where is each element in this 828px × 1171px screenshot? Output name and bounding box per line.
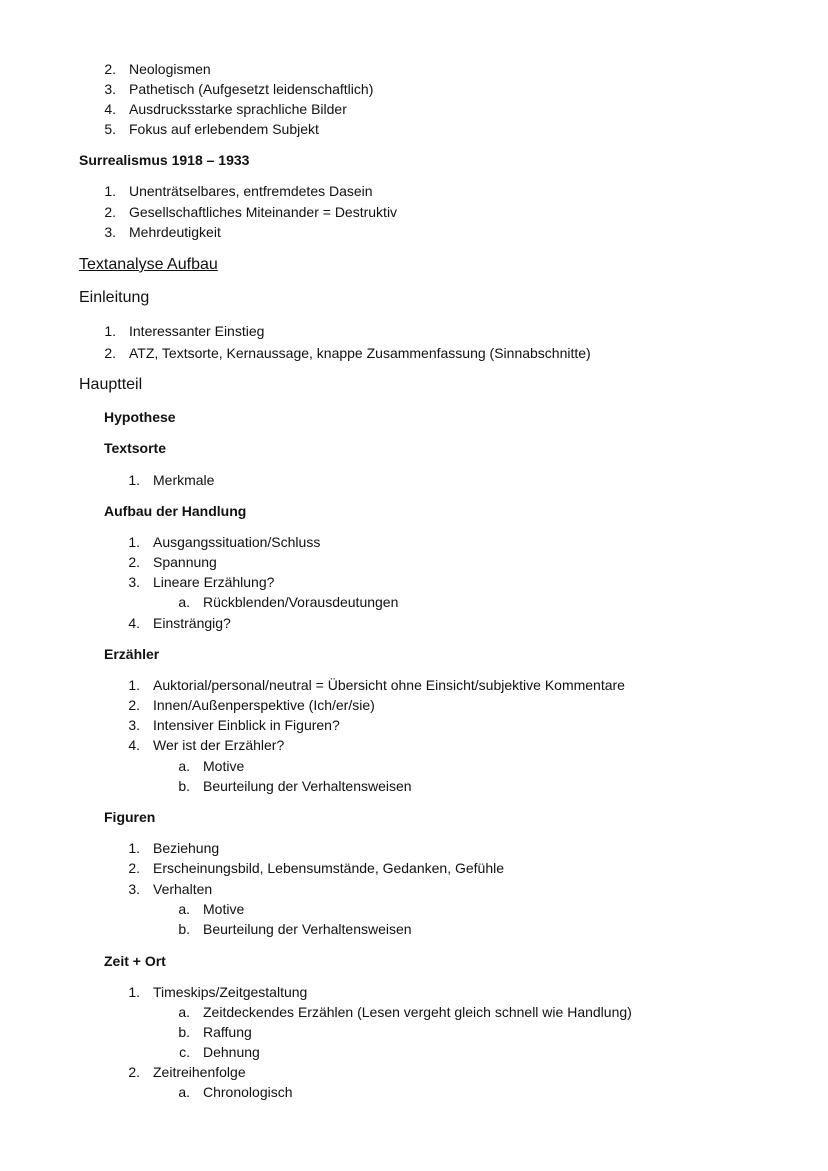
list-text: Beurteilung der Verhaltensweisen [203,921,412,937]
page-title: Textanalyse Aufbau [79,256,218,273]
list-text: Einsträngig? [153,615,231,631]
list-text: Innen/Außenperspektive (Ich/er/sie) [153,697,375,713]
list-text: Merkmale [153,472,215,488]
list-letter: a. [178,594,190,610]
list-text: Pathetisch (Aufgesetzt leidenschaftlich) [129,81,374,97]
list-letter: c. [179,1044,190,1060]
list-text: Ausgangssituation/Schluss [153,534,321,550]
list-text: Unenträtselbares, entfremdetes Dasein [129,183,373,199]
list-text: Beurteilung der Verhaltensweisen [203,778,412,794]
list-text: Dehnung [203,1044,260,1060]
list-number: 4. [128,615,140,631]
list-number: 3. [104,81,116,97]
section-heading-hauptteil: Hauptteil [79,376,143,393]
list-letter: a. [178,1004,190,1020]
section-heading-surrealismus: Surrealismus 1918 – 1933 [79,152,250,168]
list-number: 3. [128,574,140,590]
list-text: Auktorial/personal/neutral = Übersicht ohne Einsicht/subjektive Kommentare [153,677,625,693]
list-text: Neologismen [129,61,211,77]
list-number: 2. [128,1064,140,1080]
subheading-figuren: Figuren [104,809,156,825]
list-text: Interessanter Einstieg [129,323,265,339]
list-number: 2. [128,860,140,876]
subheading-zeit-ort: Zeit + Ort [104,953,166,969]
list-letter: a. [178,758,190,774]
list-number: 2. [128,697,140,713]
list-text: Spannung [153,554,217,570]
list-text: Raffung [203,1024,252,1040]
list-number: 2. [128,554,140,570]
subheading-textsorte: Textsorte [104,440,166,456]
list-text: Mehrdeutigkeit [129,224,221,240]
list-number: 5. [104,121,116,137]
list-text: Motive [203,901,245,917]
list-number: 1. [104,183,116,199]
list-text: Fokus auf erlebendem Subjekt [129,121,319,137]
list-number: 1. [128,677,140,693]
list-text: ATZ, Textsorte, Kernaussage, knappe Zusammenfassung (Sinnabschnitte) [129,345,591,361]
list-text: Lineare Erzählung? [153,574,275,590]
list-number: 2. [104,345,116,361]
list-number: 1. [128,840,140,856]
list-text: Ausdrucksstarke sprachliche Bilder [129,101,347,117]
list-text: Motive [203,758,245,774]
list-number: 1. [128,534,140,550]
list-number: 4. [104,101,116,117]
list-number: 3. [104,224,116,240]
list-number: 1. [128,472,140,488]
list-letter: a. [178,1084,190,1100]
list-text: Wer ist der Erzähler? [153,737,285,753]
subheading-hypothese: Hypothese [104,409,176,425]
list-letter: b. [178,778,190,794]
list-text: Gesellschaftliches Miteinander = Destruktiv [129,204,398,220]
list-text: Erscheinungsbild, Lebensumstände, Gedanken, Gefühle [153,860,505,876]
list-number: 1. [104,323,116,339]
list-number: 3. [128,881,140,897]
list-number: 1. [128,984,140,1000]
list-number: 3. [128,717,140,733]
subheading-aufbau: Aufbau der Handlung [104,503,247,519]
list-number: 4. [128,737,140,753]
list-letter: b. [178,1024,190,1040]
list-number: 2. [104,204,116,220]
list-text: Zeitreihenfolge [153,1064,246,1080]
list-text: Zeitdeckendes Erzählen (Lesen vergeht gleich schnell wie Handlung) [203,1004,632,1020]
section-heading-einleitung: Einleitung [79,289,150,306]
list-text: Timeskips/Zeitgestaltung [153,984,308,1000]
list-text: Chronologisch [203,1084,293,1100]
list-letter: a. [178,901,190,917]
list-number: 2. [104,61,116,77]
list-text: Verhalten [153,881,213,897]
subheading-erzaehler: Erzähler [104,646,160,662]
list-text: Intensiver Einblick in Figuren? [153,717,340,733]
list-letter: b. [178,921,190,937]
list-text: Rückblenden/Vorausdeutungen [203,594,399,610]
list-text: Beziehung [153,840,220,856]
